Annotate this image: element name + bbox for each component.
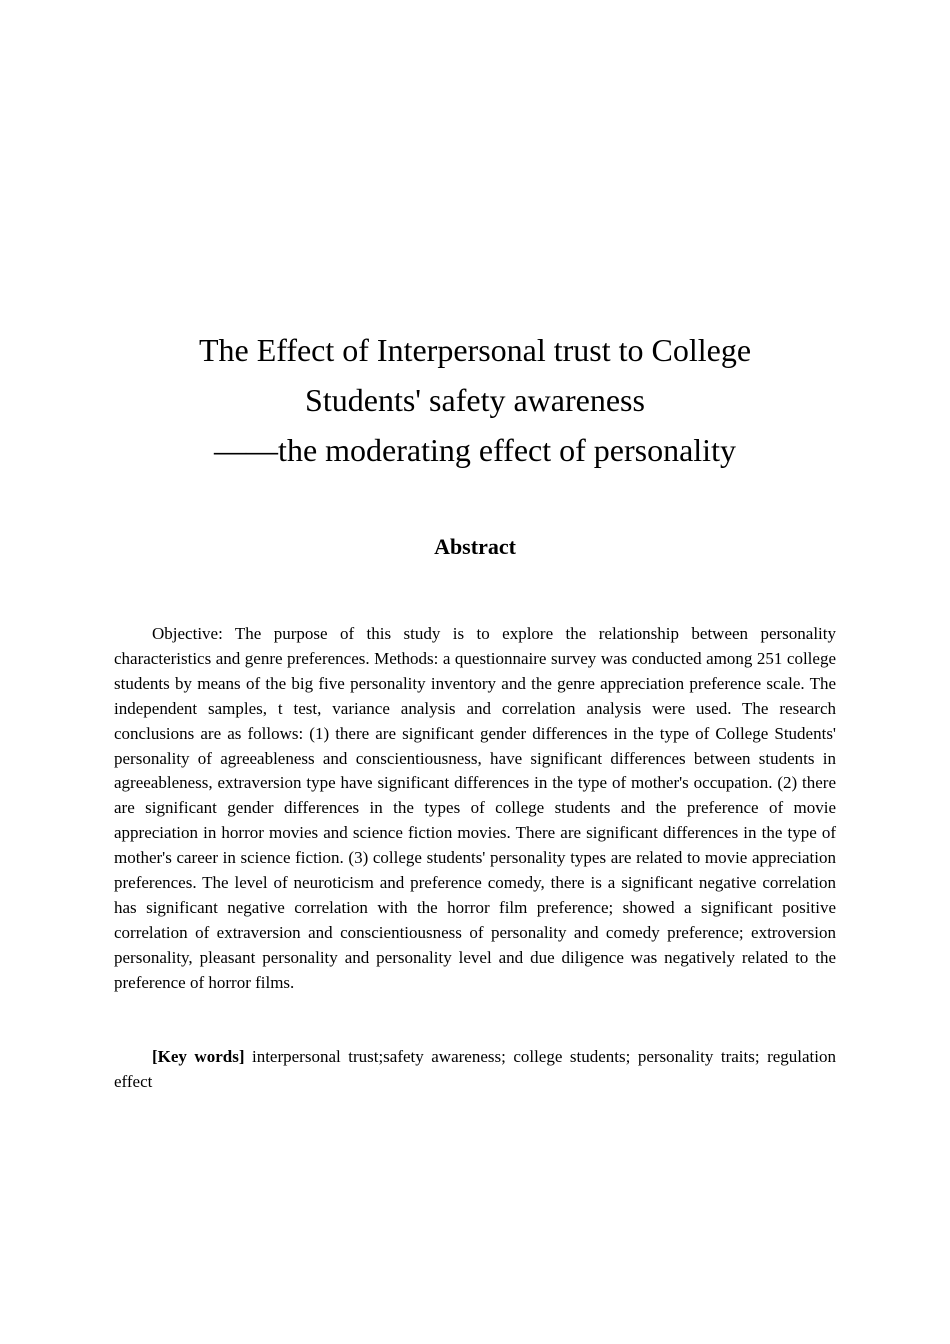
paper-title	[0, 325, 950, 475]
abstract-body: Objective: The purpose of this study is to explore the relationship between personality characteristics and genre preferences. Methods: a questionnaire survey was conducted among 251 college students by means of the big five personality inventory and the genre appreciation preference scale. The independent samples, t test, variance analysis and correlation analysis were used. The research conclusions are as follows: (1) there are significant gender differences in the type of College Students' personality of agreeableness and conscientiousness, have significant differences between students in agreeableness, extraversion type have significant differences in the type of mother's occupation. (2) there are significant gender differences in the types of college students and the preference of movie appreciation in horror movies and science fiction movies. There are significant differences in the type of mother's career in science fiction. (3) college students' personality types are related to movie appreciation preferences. The level of neuroticism and preference comedy, there is a significant negative correlation has significant negative correlation with the horror film preference; showed a significant positive correlation of extraversion and conscientiousness of personality and comedy preference; extroversion personality, pleasant personality and personality level and due diligence was negatively related to the preference of horror films.	[114, 624, 836, 992]
abstract-heading: Abstract	[434, 534, 516, 559]
title-line-3: ——the moderating effect of personality	[214, 432, 736, 468]
keywords-paragraph	[114, 1045, 836, 1095]
title-line-2: Students' safety awareness	[305, 382, 645, 418]
title-line-1: The Effect of Interpersonal trust to College	[198, 332, 752, 368]
keywords-text: interpersonal trust;safety awareness; college students; personality traits; regulation effect	[114, 1047, 836, 1091]
keywords-label: [Key words]	[152, 1047, 245, 1066]
